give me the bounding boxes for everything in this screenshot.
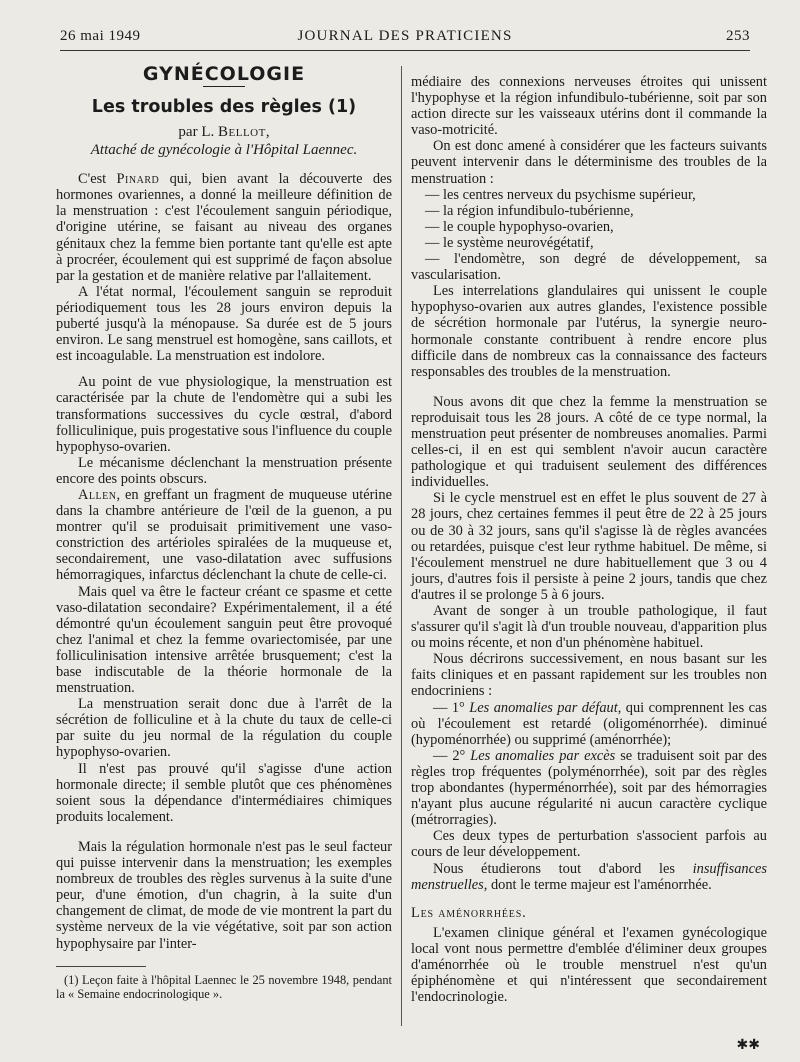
paragraph: On est donc amené à considérer que les facteurs suivants peuvent intervenir dans le déterminisme des troubles de la menstruation : (411, 138, 767, 187)
footnote: (1) Leçon faite à l'hôpital Laennec le 25 novembre 1948, pendant la « Semaine endocrinologique ». (56, 972, 392, 1001)
paragraph: Nous étudierons tout d'abord les insuffisances menstruelles, dont le terme majeur est l'aménorrhée. (411, 860, 767, 893)
paragraph: C'est Pinard qui, bien avant la découverte des hormones ovariennes, a donné la meilleure définition de la menstruation : c'est l'écoulement sanguin périodique, d'origine utérine, se faisant au niveau des organes génitaux chez la femme bien portante tant qu'elle est apte à procréer, écoulement qui est supprimé de façon absolue par la gestation et de manière relative par l'allaitement. (56, 171, 392, 284)
header-date: 26 mai 1949 (60, 28, 141, 44)
paragraph: Mais quel va être le facteur créant ce spasme et cette vaso-dilatation secondaire? Expérimentalement, il a été démontré qu'un écoulement sanguin peut être provoqué chez l'animal et chez la femme ovariectomisée, par une folliculinisation intensive arrêtée brusquement; c'est la base indiscutable de la théorie hormonale de la menstruation. (56, 583, 392, 697)
paragraph: Il n'est pas prouvé qu'il s'agisse d'une action hormonale directe; il semble plutôt que ces phénomènes soient sous la dépendance d'intermédiaires chimiques produits localement. (56, 760, 392, 825)
paragraph: Nous décrirons successivement, en nous basant sur les faits cliniques et en passant rapidement sur les troubles non endocriniens : (411, 651, 767, 700)
list-item: — le système neurovégétatif, (425, 234, 594, 251)
footnote-rule (56, 966, 146, 967)
column-divider (401, 66, 402, 1026)
list-item: — les centres nerveux du psychisme supérieur, (425, 186, 696, 203)
paragraph: Si le cycle menstruel est en effet le plus souvent de 27 à 28 jours, chez certaines femmes il peut être de 22 à 25 jours ou de 30 à 32 jours, sans qu'il s'agisse là de règles avancées ou retardées, puisque c'est leur rythme habituel. De même, si l'écoulement menstruel ne dure habituellement que 3 ou 4 jours, d'autres fois il persiste à peine 2 jours, tandis que chez d'autres il se prolonge 5 à 6 jours. (411, 490, 767, 603)
byline-prefix: par L. (178, 124, 218, 141)
running-header (60, 26, 750, 51)
right-column (411, 74, 767, 1005)
header-journal-title: JOURNAL DES PRATICIENS (297, 28, 513, 44)
paragraph: médiaire des connexions nerveuses étroites qui unissent l'hypophyse et la région infundibulo-tubérienne, soit par son action directe sur les vaisseaux utérins dont il commande la vaso-motricité. (411, 74, 767, 139)
paragraph: Mais la régulation hormonale n'est pas le seul facteur qui puisse intervenir dans la menstruation; les exemples nombreux de troubles des règles survenus à la suite d'une peur, d'une émotion, d'un chagrin, à la suite d'un changement de climat, de mode de vie montrent la part du système nerveux de la vie végétative, soit par son action hypophysaire par l'inter- (56, 838, 392, 952)
list-item: — l'endomètre, son degré de développement, sa vascularisation. (411, 251, 767, 284)
section-title: GYNÉCOLOGIE (142, 63, 306, 85)
article-title: Les troubles des règles (1) (91, 97, 357, 118)
paragraph: Le mécanisme déclenchant la menstruation présente encore des points obscurs. (56, 454, 392, 487)
paragraph: Avant de songer à un trouble pathologique, il faut s'assurer qu'il s'agit là d'un trouble nouveau, d'apparition plus ou moins récente, et non d'un phénomène habituel. (411, 603, 767, 652)
byline-suffix: , (265, 124, 270, 141)
paragraph: L'examen clinique général et l'examen gynécologique local vont nous permettre d'emblée d'éliminer deux groupes d'aménorrhée où le trouble menstruel n'est qu'un épiphénomène et qui n'intéressent que secondairement l'endocrinologie. (411, 924, 767, 1006)
author-affiliation: Attaché de gynécologie à l'Hôpital Laennec. (90, 142, 358, 159)
list-item: — la région infundibulo-tubérienne, (425, 202, 634, 219)
subsection-heading: Les aménorrhées. (411, 904, 527, 921)
title-divider (203, 86, 245, 87)
paragraph: Au point de vue physiologique, la menstruation est caractérisée par la chute de l'endomètre qui a subi les transformations successives du cycle œstral, d'abord folliculinique, puis progestative sous l'influence du couple hypophyso-ovarien. (56, 374, 392, 455)
paragraph: A l'état normal, l'écoulement sanguin se reproduit périodiquement tous les 28 jours environ depuis la puberté jusqu'à la ménopause. Sa durée est de 5 jours environ. Le sang menstruel est homogène, sans caillots, et est incoagulable. La menstruation est indolore. (56, 283, 392, 365)
paragraph: Les interrelations glandulaires qui unissent le couple hypophyso-ovarien aux autres glandes, l'existence possible de sécrétion hormonale par l'utérus, la synergie neuro-hormonale constante contribuent à rendre encore plus difficile dans de nombreux cas la connaissance des facteurs responsables des troubles de la menstruation. (411, 283, 767, 380)
paragraph: Allen, en greffant un fragment de muqueuse utérine dans la chambre antérieure de l'œil de la guenon, a pu montrer qu'il se produisait primitivement une vaso-constriction des artérioles spiralées de la muqueuse et, secondairement, une vaso-dilatation avec suffusions hémorragiques, infarctus déclenchant la chute de celle-ci. (56, 486, 392, 584)
paragraph: Nous avons dit que chez la femme la menstruation se reproduisait tous les 28 jours. A côté de ce type normal, la menstruation peut présenter de nombreuses anomalies. Parmi celles-ci, il en est qui semblent n'avoir aucun caractère pathologique et qui traduisent seulement des différences individuelles. (411, 393, 767, 491)
paragraph: — 2° Les anomalies par excès se traduisent soit par des règles trop fréquentes (polyménorrhée), soit par des règles trop abondantes (hyperménorrhée), soit par des hémorragies n'ayant plus aucune régularité ni aucun caractère cyclique (métrorragies). (411, 747, 767, 829)
list-item: — le couple hypophyso-ovarien, (425, 218, 614, 235)
author-name: Bellot (218, 124, 266, 141)
ornament-mark: ✱✱ (736, 1038, 760, 1053)
left-column (56, 63, 392, 1001)
paragraph: — 1° Les anomalies par défaut, qui comprennent les cas où l'écoulement est retardé (oligoménorrhée). diminué (hypoménorrhée) ou supprimé (aménorrhée); (411, 699, 767, 748)
paragraph: La menstruation serait donc due à l'arrêt de la sécrétion de folliculine et à la chute du taux de celle-ci par suite du jeu normal de la régulation du couple hypophyso-ovarien. (56, 696, 392, 761)
header-page-number: 253 (726, 28, 750, 44)
paragraph: Ces deux types de perturbation s'associent parfois au cours de leur développement. (411, 828, 767, 861)
byline (56, 123, 392, 141)
